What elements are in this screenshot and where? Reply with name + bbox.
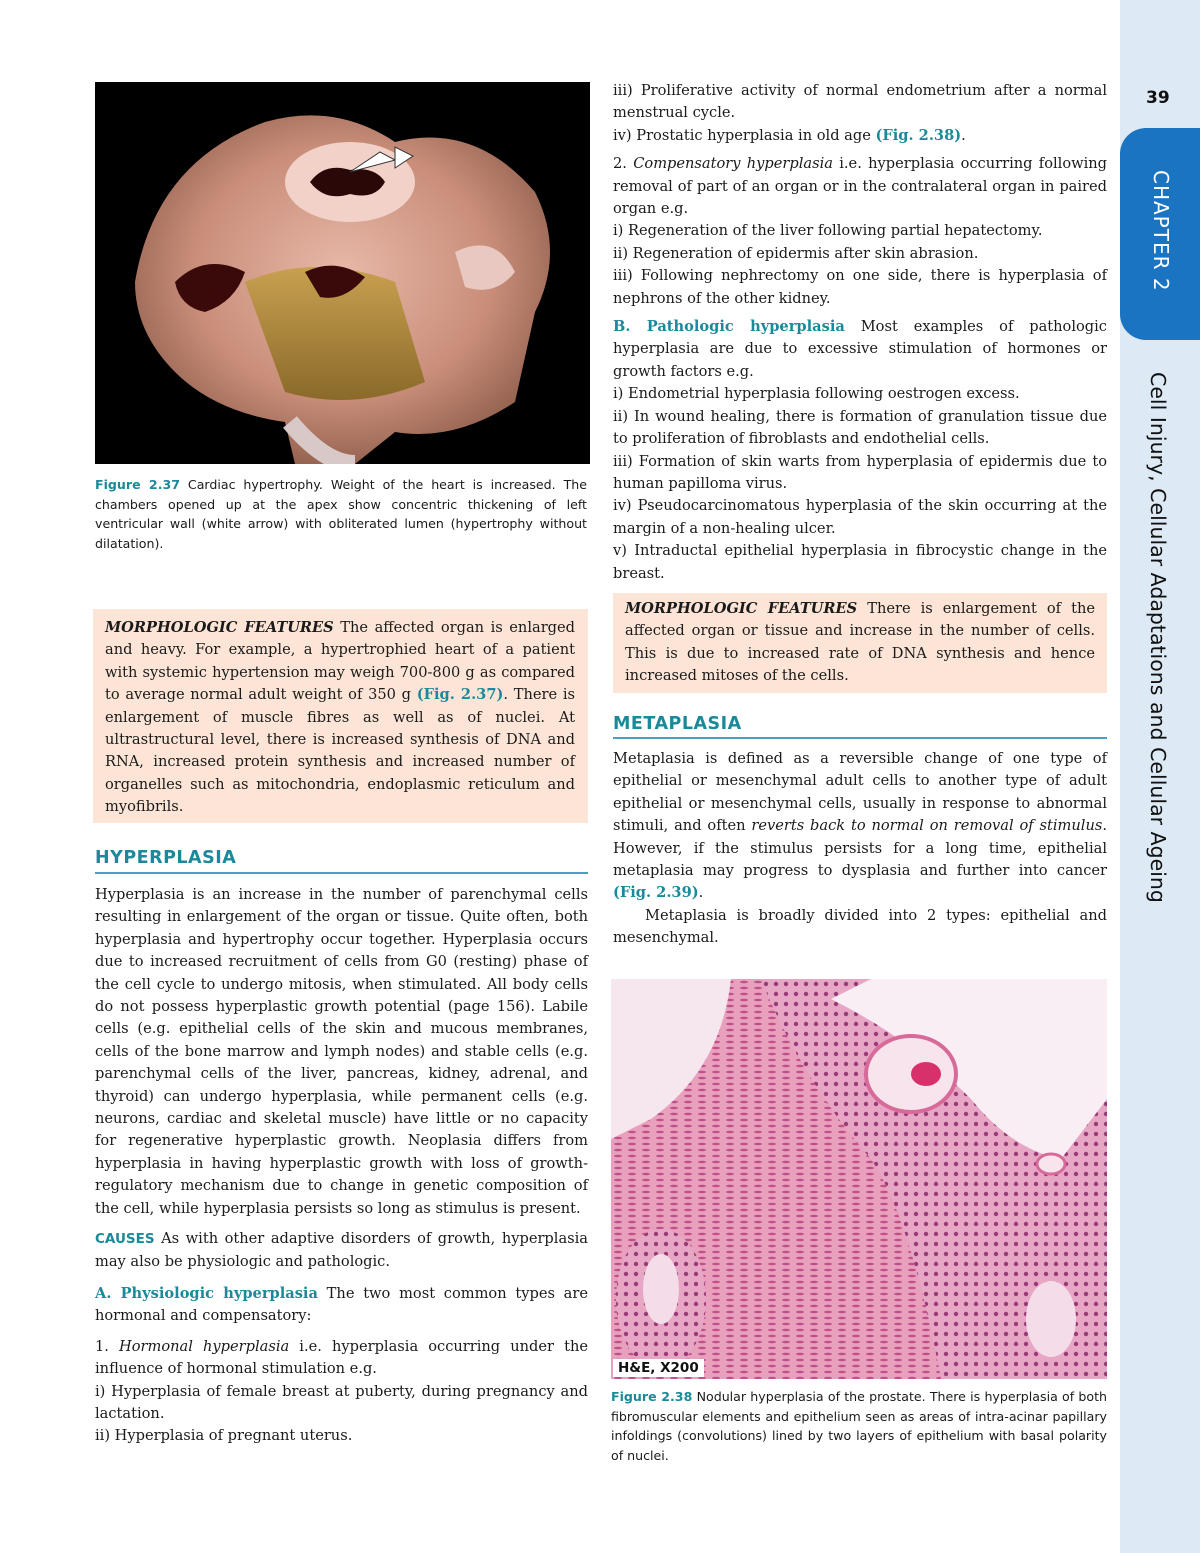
metaplasia-paragraph-1: [613, 748, 1107, 905]
figure-2-37-caption-text: Cardiac hypertrophy. Weight of the heart is increased. The chambers opened up at the apex show concentric thickening of left ventricular wall (white arrow) with obliterated lumen (hypertrophy without dilatation).: [95, 477, 587, 551]
list-item: ii) In wound healing, there is formation of granulation tissue due to proliferation of fibroblasts and endothelial cells.: [613, 407, 1107, 448]
prostate-item: [613, 125, 1107, 147]
hyperplasia-heading: HYPERPLASIA: [95, 848, 237, 868]
running-title: Cell Injury, Cellular Adaptations and Cellular Ageing: [1146, 372, 1170, 903]
figure-2-38-caption: [611, 1387, 1107, 1465]
prostate-histology-image: [611, 979, 1107, 1379]
figure-2-38-photo: [611, 979, 1107, 1379]
list-item: i) Hyperplasia of female breast at puberty, during pregnancy and lactation.: [95, 1382, 588, 1422]
metaplasia-text-c: .: [698, 884, 704, 902]
list-item: i) Endometrial hyperplasia following oestrogen excess.: [613, 385, 1020, 403]
compensatory-label: Compensatory hyperplasia: [633, 155, 833, 173]
metaplasia-body: [613, 748, 1107, 950]
causes-label: CAUSES: [95, 1231, 155, 1248]
morphologic-features-right-text: [625, 598, 1095, 688]
metaplasia-text-b: . However, if the stimulus persists for a long time, epithelial metaplasia may progress to dysplasia and further into cancer: [613, 817, 1107, 880]
compensatory-number: 2.: [613, 155, 627, 173]
figure-2-38-label: Figure 2.38: [611, 1389, 693, 1404]
morphologic-features-left-heading: MORPHOLOGIC FEATURES: [105, 619, 334, 636]
heart-specimen-image: [95, 82, 590, 464]
compensatory-paragraph: [613, 153, 1107, 220]
prostate-item-text: iv) Prostatic hyperplasia in old age: [613, 126, 876, 144]
figure-2-37-caption: [95, 475, 587, 553]
list-item: iv) Pseudocarcinomatous hyperplasia of the skin occurring at the margin of a non-healing ulcer.: [613, 497, 1107, 537]
metaplasia-italic: reverts back to normal on removal of stimulus: [751, 817, 1103, 835]
hormonal-number: 1.: [95, 1337, 109, 1355]
chapter-tab-label: CHAPTER 2: [1149, 170, 1173, 292]
figure-2-37-label: Figure 2.37: [95, 477, 180, 492]
list-item: iii) Proliferative activity of normal endometrium after a normal menstrual cycle.: [613, 82, 1107, 122]
metaplasia-text-a: Metaplasia is defined as a reversible change of one type of epithelial or mesenchymal adult cells to another type of adult epithelial or mesenchymal cells, usually in response to abnormal stimuli, and often: [613, 750, 1107, 835]
physiologic-label: A. Physiologic hyperplasia: [95, 1284, 318, 1302]
morph-right-text: There is enlargement of the affected organ or tissue and increase in the number of cells. This is due to increased rate of DNA synthesis and hence increased mitoses of the cells.: [625, 600, 1095, 685]
metaplasia-rule: [613, 737, 1107, 739]
morphologic-features-box-left: [93, 609, 588, 823]
metaplasia-heading: METAPLASIA: [613, 714, 742, 734]
morph-left-part-a: The affected organ is enlarged and heavy. For example, a hypertrophied heart of a patient with systemic hypertension may weigh 700-800 g as compared to average normal adult weight of 350 g: [105, 619, 575, 704]
pathologic-label: B. Pathologic hyperplasia: [613, 318, 845, 336]
morphologic-features-right-heading: MORPHOLOGIC FEATURES: [625, 600, 858, 617]
metaplasia-paragraph-2: Metaplasia is broadly divided into 2 types: epithelial and mesenchymal.: [613, 906, 1107, 947]
physiologic-text: The two most common types are hormonal and compensatory:: [95, 1284, 588, 1325]
hyperplasia-body: Hyperplasia is an increase in the number of parenchymal cells resulting in enlargement of the organ or tissue. Quite often, both hyperplasia and hypertrophy occur together. Hyperplasia occurs due to increased recruitment of cells from G0 (resting) phase of the cell cycle to undergo mitosis, when stimulated. All body cells do not possess hyperplastic growth potential (page 156). Labile cells (e.g. epithelial cells of the skin and mucous membranes, cells of the bone marrow and lymph nodes) and stable cells (e.g. parenchymal cells of the liver, pancreas, kidney, adrenal, and thyroid) can undergo hyperplasia, while permanent cells (e.g. neurons, cardiac and skeletal muscle) have little or no capacity for regenerative hyperplastic growth. Neoplasia differs from hyperplasia in having hyperplastic growth with loss of growth-regulatory mechanism due to change in genetic composition of the cell, while hyperplasia persists so long as stimulus is present.: [95, 886, 588, 1217]
fig-2-38-ref: (Fig. 2.38): [875, 126, 962, 144]
list-item: ii) Hyperplasia of pregnant uterus.: [95, 1427, 353, 1445]
pathologic-text: Most examples of pathologic hyperplasia are due to excessive stimulation of hormones or growth factors e.g.: [613, 318, 1107, 380]
chapter-tab: [1120, 128, 1200, 340]
prostate-item-end: .: [961, 126, 966, 144]
pathologic-paragraph: [613, 316, 1107, 383]
list-item: v) Intraductal epithelial hyperplasia in fibrocystic change in the breast.: [613, 542, 1107, 582]
list-item: iii) Following nephrectomy on one side, there is hyperplasia of nephrons of the other kidney.: [613, 267, 1107, 307]
stain-label: H&E, X200: [613, 1359, 704, 1377]
list-item: iii) Formation of skin warts from hyperplasia of epidermis due to human papilloma virus.: [613, 452, 1107, 492]
hormonal-label: Hormonal hyperplasia: [119, 1337, 290, 1355]
list-item: i) Regeneration of the liver following partial hepatectomy.: [613, 222, 1043, 240]
left-column-body: [95, 884, 588, 1448]
hormonal-text: i.e. hyperplasia occurring under the influence of hormonal stimulation e.g.: [95, 1337, 589, 1378]
figure-2-38-caption-text: Nodular hyperplasia of the prostate. There is hyperplasia of both fibromuscular elements and epithelium seen as areas of intra-acinar papillary infoldings (convolutions) lined by two layers of epithelium with basal polarity of nuclei.: [611, 1389, 1107, 1463]
figure-2-37-photo: [95, 82, 590, 464]
morphologic-features-left-text: [105, 617, 575, 819]
morphologic-features-box-right: [613, 593, 1107, 693]
hyperplasia-rule: [95, 872, 588, 874]
right-column-top: [613, 80, 1107, 585]
hormonal-paragraph: [95, 1336, 588, 1381]
fig-2-37-ref: (Fig. 2.37): [416, 686, 504, 704]
morph-left-part-b: . There is enlargement of muscle fibres as well as of nuclei. At ultrastructural level, there is increased synthesis of DNA and RNA, increased protein synthesis and increased number of organelles such as mitochondria, endoplasmic reticulum and myofibrils.: [105, 686, 575, 816]
causes-text: As with other adaptive disorders of growth, hyperplasia may also be physiologic and pathologic.: [95, 1230, 588, 1270]
list-item: ii) Regeneration of epidermis after skin abrasion.: [613, 244, 979, 262]
compensatory-text: i.e. hyperplasia occurring following removal of part of an organ or in the contralateral organ in paired organ e.g.: [613, 155, 1108, 218]
page-number: 39: [1146, 88, 1170, 108]
physiologic-paragraph: [95, 1283, 588, 1328]
causes-paragraph: [95, 1228, 588, 1273]
fig-2-39-ref: (Fig. 2.39): [613, 884, 699, 902]
